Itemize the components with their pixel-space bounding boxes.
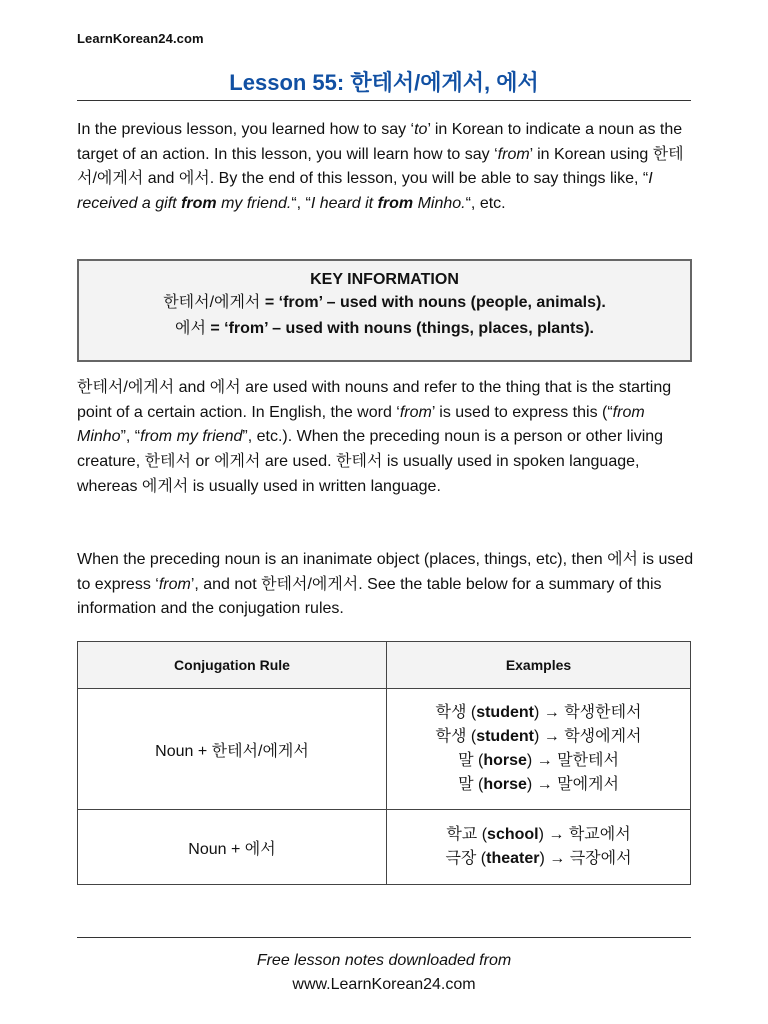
key-information-box xyxy=(77,259,692,362)
lesson-title: Lesson 55: 한테서/에게서, 에서 xyxy=(229,70,539,95)
table-row xyxy=(78,810,691,885)
footer-note: Free lesson notes downloaded from xyxy=(256,952,512,969)
inanimate-paragraph: When the preceding noun is an inanimate object (places, things, etc), then 에서 is used to express ‘from’, and not 한테서/에게서. See the table below for a summary of this information and the conjugation rules. xyxy=(77,551,694,618)
explanation-paragraph: 한테서/에게서 and 에서 are used with nouns and refer to the thing that is the starting point of a certain action. In English, the word ‘from’ is used to express this (“from Minho”, “from my friend”, etc.). When the preceding noun is a person or other living creature, 한테서 or 에게서 are used. 한테서 is usually used in spoken language, whereas 에게서 is usually used in written language. xyxy=(77,379,672,495)
examples-cell xyxy=(387,689,691,810)
conjugation-rule-cell: Noun + 에서 xyxy=(78,810,387,885)
table-header-rule: Conjugation Rule xyxy=(78,642,387,689)
key-information-line-1: 한테서/에게서 = ‘from’ – used with nouns (people, animals). xyxy=(163,294,606,311)
title-divider xyxy=(77,100,691,101)
conjugation-rule-cell: Noun + 한테서/에게서 xyxy=(78,689,387,810)
examples-cell xyxy=(387,810,691,885)
example-line: 말 (horse) → 말한테서 xyxy=(458,752,619,769)
footer-divider xyxy=(77,937,691,938)
table-header-examples: Examples xyxy=(387,642,691,689)
conjugation-table xyxy=(77,641,691,885)
site-header: LearnKorean24.com xyxy=(77,31,204,46)
key-information-line-2: 에서 = ‘from’ – used with nouns (things, places, plants). xyxy=(175,320,594,337)
example-line: 학생 (student) → 학생한테서 xyxy=(435,704,642,722)
example-line: 학교 (school) → 학교에서 xyxy=(446,826,631,844)
table-row xyxy=(78,689,691,810)
example-line: 학생 (student) → 학생에게서 xyxy=(435,728,642,746)
footer-url[interactable]: www.LearnKorean24.com xyxy=(292,976,476,993)
intro-paragraph: In the previous lesson, you learned how to say ‘to’ in Korean to indicate a noun as the target of an action. In this lesson, you will learn how to say ‘from’ in Korean using 한테서/에게서 and 에서. By the end of this lesson, you will be able to say things like, “I received a gift from my friend.“, “I heard it from Minho.“, etc. xyxy=(77,121,684,213)
footer xyxy=(77,949,691,997)
example-line: 극장 (theater) → 극장에서 xyxy=(445,850,632,867)
key-information-title: KEY INFORMATION xyxy=(310,271,459,288)
example-line: 말 (horse) → 말에게서 xyxy=(458,775,619,793)
table-header-row xyxy=(78,642,691,689)
